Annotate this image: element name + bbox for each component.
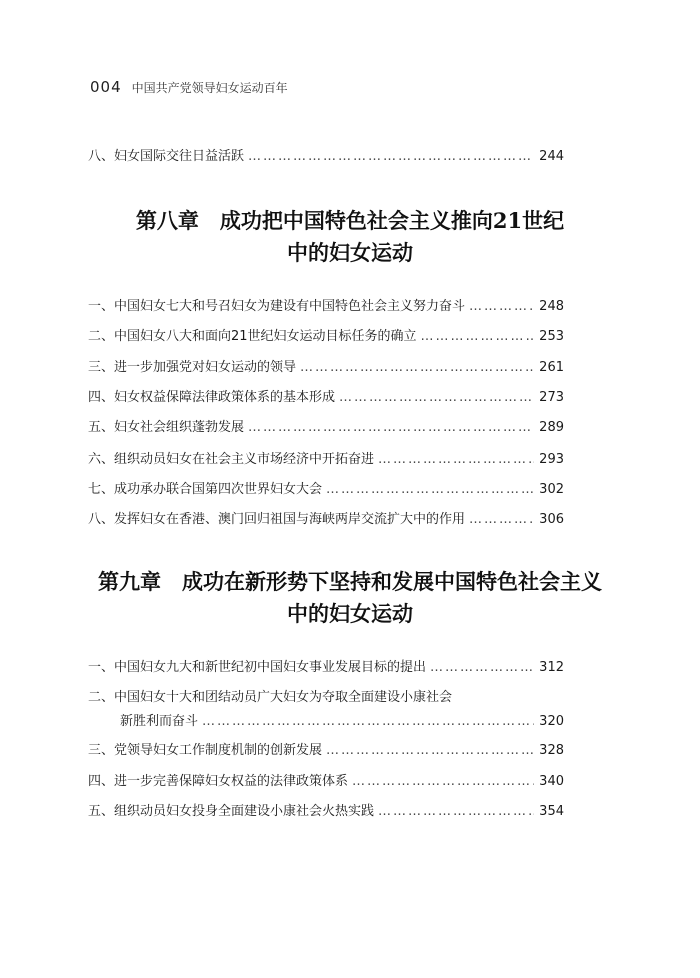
leader-dots xyxy=(300,359,534,377)
toc-entry-page: 312 xyxy=(539,660,564,675)
toc-entry-label: 二、中国妇女十大和团结动员广大妇女为夺取全面建设小康社会 xyxy=(88,690,453,705)
toc-entry-page: 293 xyxy=(539,452,564,467)
toc-entry-page: 248 xyxy=(539,299,564,314)
toc-entry-label: 八、妇女国际交往日益活跃 xyxy=(88,149,245,164)
leader-dots xyxy=(430,659,534,677)
toc-entry-label: 五、妇女社会组织蓬勃发展 xyxy=(88,420,245,435)
toc-entry-page: 328 xyxy=(539,743,564,758)
leader-dots xyxy=(378,803,534,821)
toc-entry-page: 306 xyxy=(539,512,564,527)
leader-dots xyxy=(421,328,534,346)
toc-entry-label-continued: 新胜利而奋斗 xyxy=(120,714,199,729)
toc-entry xyxy=(88,481,564,499)
toc-entry-label: 五、组织动员妇女投身全面建设小康社会火热实践 xyxy=(88,804,375,819)
toc-entry-page: 340 xyxy=(539,774,564,789)
toc-entry-label: 二、中国妇女八大和面向21世纪妇女运动目标任务的确立 xyxy=(88,329,417,344)
toc-entry-page: 302 xyxy=(539,482,564,497)
leader-dots xyxy=(339,389,534,407)
toc-entry-label: 三、党领导妇女工作制度机制的创新发展 xyxy=(88,743,323,758)
chapter-title-line1: 第八章 成功把中国特色社会主义推向21世纪 xyxy=(135,208,565,233)
running-header xyxy=(90,78,288,96)
toc-entry-page: 354 xyxy=(539,804,564,819)
toc-entry-label: 四、进一步完善保障妇女权益的法律政策体系 xyxy=(88,774,349,789)
toc-entry-label: 四、妇女权益保障法律政策体系的基本形成 xyxy=(88,390,336,405)
leader-dots xyxy=(202,713,534,731)
leader-dots xyxy=(248,419,534,437)
chapter-title-line2: 中的妇女运动 xyxy=(287,601,413,626)
leader-dots xyxy=(469,298,534,316)
toc-entry xyxy=(88,419,564,437)
toc-entry-page: 253 xyxy=(539,329,564,344)
toc-entry-label: 八、发挥妇女在香港、澳门回归祖国与海峡两岸交流扩大中的作用 xyxy=(88,512,466,527)
toc-entry-page: 289 xyxy=(539,420,564,435)
toc-entry-label: 一、中国妇女九大和新世纪初中国妇女事业发展目标的提出 xyxy=(88,660,427,675)
toc-entry-label: 三、进一步加强党对妇女运动的领导 xyxy=(88,360,297,375)
toc-entry xyxy=(88,148,564,166)
toc-entry xyxy=(88,742,564,760)
chapter-title xyxy=(80,205,620,269)
leader-dots xyxy=(326,481,534,499)
leader-dots xyxy=(469,511,534,529)
leader-dots xyxy=(248,148,534,166)
toc-entry xyxy=(88,328,564,346)
toc-entry-page: 273 xyxy=(539,390,564,405)
toc-entry-label: 一、中国妇女七大和号召妇女为建设有中国特色社会主义努力奋斗 xyxy=(88,299,466,314)
leader-dots xyxy=(352,773,534,791)
toc-entry xyxy=(88,689,564,731)
leader-dots xyxy=(326,742,534,760)
toc-entry xyxy=(88,359,564,377)
toc-entry-label: 七、成功承办联合国第四次世界妇女大会 xyxy=(88,482,323,497)
page-number: 004 xyxy=(90,78,122,96)
leader-dots xyxy=(378,451,534,469)
toc-entry-page: 320 xyxy=(539,714,564,729)
chapter-title-line2: 中的妇女运动 xyxy=(287,240,413,265)
chapter-title xyxy=(80,566,620,630)
toc-entry xyxy=(88,773,564,791)
chapter-title-line1: 第九章 成功在新形势下坚持和发展中国特色社会主义 xyxy=(98,569,602,594)
toc-entry xyxy=(88,451,564,469)
toc-entry xyxy=(88,389,564,407)
toc-entry xyxy=(88,659,564,677)
book-title: 中国共产党领导妇女运动百年 xyxy=(131,81,288,95)
toc-entry xyxy=(88,803,564,821)
toc-entry xyxy=(88,298,564,316)
toc-entry-label: 六、组织动员妇女在社会主义市场经济中开拓奋进 xyxy=(88,452,375,467)
toc-entry-page: 261 xyxy=(539,360,564,375)
toc-entry-page: 244 xyxy=(539,149,564,164)
toc-entry xyxy=(88,511,564,529)
